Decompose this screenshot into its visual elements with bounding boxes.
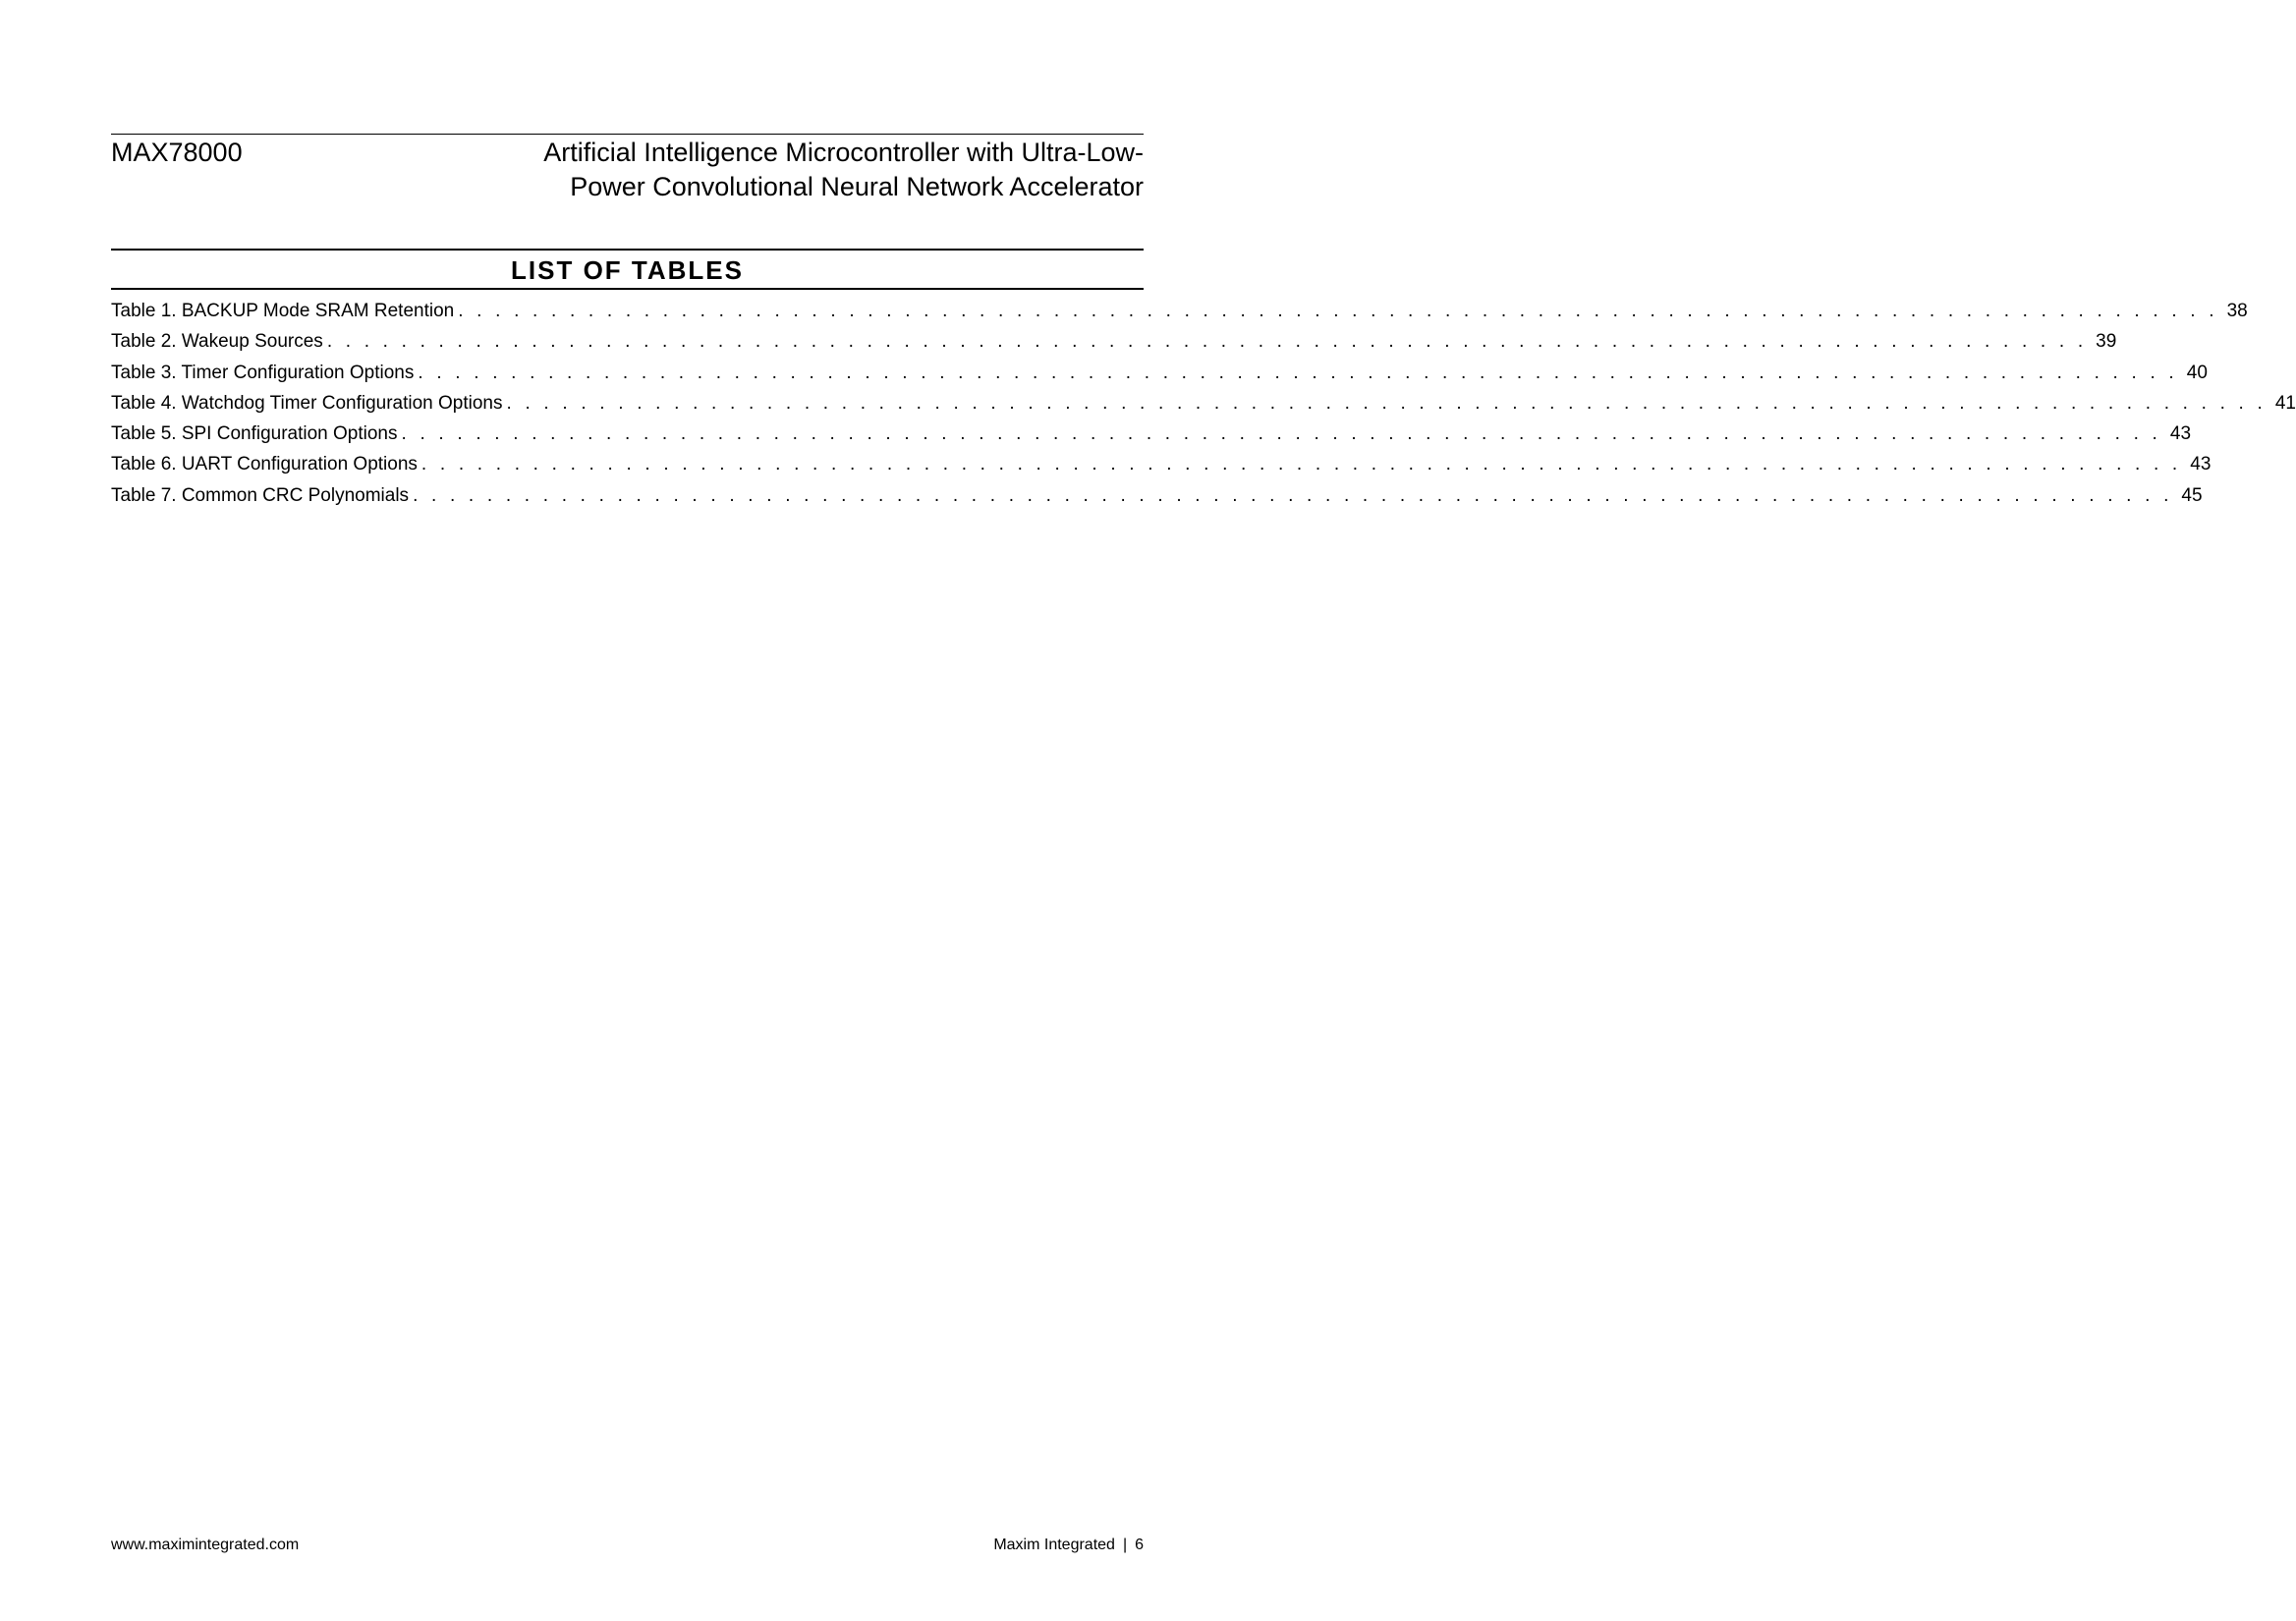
section-rule-bottom: [111, 288, 1144, 290]
header-rule: [111, 134, 1144, 135]
toc-dot-leader: . . . . . . . . . . . . . . . . . . . . . . . . . . . . . . . . . . . . . . . . . . . . . . . . . . . . . . . . . . . . . . . . . . . . . . . . . . . . . . . . . . . . . . . . . . . . . . .: [458, 301, 2218, 321]
toc-entry-page: 41: [2274, 392, 2296, 414]
footer-page-info: [993, 1536, 1144, 1555]
list-of-tables: [111, 296, 2296, 511]
toc-entry-page: 43: [2190, 454, 2212, 475]
toc-entry-label: Table 5. SPI Configuration Options: [111, 423, 398, 445]
toc-dot-leader: . . . . . . . . . . . . . . . . . . . . . . . . . . . . . . . . . . . . . . . . . . . . . . . . . . . . . . . . . . . . . . . . . . . . . . . . . . . . . . . . . . . . . . . . . . . . . . .: [420, 454, 2182, 475]
toc-dot-leader: . . . . . . . . . . . . . . . . . . . . . . . . . . . . . . . . . . . . . . . . . . . . . . . . . . . . . . . . . . . . . . . . . . . . . . . . . . . . . . . . . . . . . . . . . . . . . . .: [506, 392, 2267, 414]
section-rule-top: [111, 249, 1144, 251]
footer-page-number: 6: [1135, 1537, 1144, 1553]
toc-entry-page: 43: [2169, 423, 2192, 445]
toc-entry-page: 38: [2226, 301, 2248, 321]
toc-entry-page: 39: [2096, 331, 2117, 353]
toc-entry-table-2[interactable]: [111, 326, 2117, 357]
part-number: MAX78000: [111, 138, 243, 167]
document-title: [456, 136, 1144, 204]
toc-entry-label: Table 4. Watchdog Timer Configuration Options: [111, 392, 503, 414]
toc-entry-label: Table 6. UART Configuration Options: [111, 454, 418, 475]
footer-company: Maxim Integrated: [993, 1537, 1115, 1553]
section-title: LIST OF TABLES: [511, 255, 744, 285]
toc-dot-leader: . . . . . . . . . . . . . . . . . . . . . . . . . . . . . . . . . . . . . . . . . . . . . . . . . . . . . . . . . . . . . . . . . . . . . . . . . . . . . . . . . . . . . . . . . . . . . . .: [418, 362, 2178, 383]
toc-dot-leader: . . . . . . . . . . . . . . . . . . . . . . . . . . . . . . . . . . . . . . . . . . . . . . . . . . . . . . . . . . . . . . . . . . . . . . . . . . . . . . . . . . . . . . . . . . . . . . .: [326, 331, 2088, 353]
toc-entry-table-1[interactable]: [111, 296, 2248, 326]
toc-entry-table-4[interactable]: [111, 388, 2296, 419]
toc-entry-label: Table 3. Timer Configuration Options: [111, 362, 415, 383]
toc-dot-leader: . . . . . . . . . . . . . . . . . . . . . . . . . . . . . . . . . . . . . . . . . . . . . . . . . . . . . . . . . . . . . . . . . . . . . . . . . . . . . . . . . . . . . . . . . . . . . . .: [401, 423, 2162, 445]
toc-entry-label: Table 1. BACKUP Mode SRAM Retention: [111, 301, 455, 321]
toc-entry-table-7[interactable]: [111, 480, 2203, 511]
toc-entry-label: Table 7. Common CRC Polynomials: [111, 484, 410, 506]
toc-entry-table-6[interactable]: [111, 449, 2212, 479]
toc-entry-table-5[interactable]: [111, 419, 2192, 449]
toc-entry-page: 40: [2186, 362, 2208, 383]
document-title-line-2: Power Convolutional Neural Network Accelerator: [570, 172, 1144, 201]
toc-entry-table-3[interactable]: [111, 358, 2208, 388]
toc-dot-leader: . . . . . . . . . . . . . . . . . . . . . . . . . . . . . . . . . . . . . . . . . . . . . . . . . . . . . . . . . . . . . . . . . . . . . . . . . . . . . . . . . . . . . . . . . . . . . . .: [413, 484, 2173, 506]
toc-entry-label: Table 2. Wakeup Sources: [111, 331, 323, 353]
footer-website-link[interactable]: www.maximintegrated.com: [111, 1537, 300, 1553]
toc-entry-page: 45: [2181, 484, 2203, 506]
footer-separator: |: [1122, 1537, 1128, 1553]
document-title-line-1: Artificial Intelligence Microcontroller with Ultra-Low-: [543, 138, 1144, 167]
